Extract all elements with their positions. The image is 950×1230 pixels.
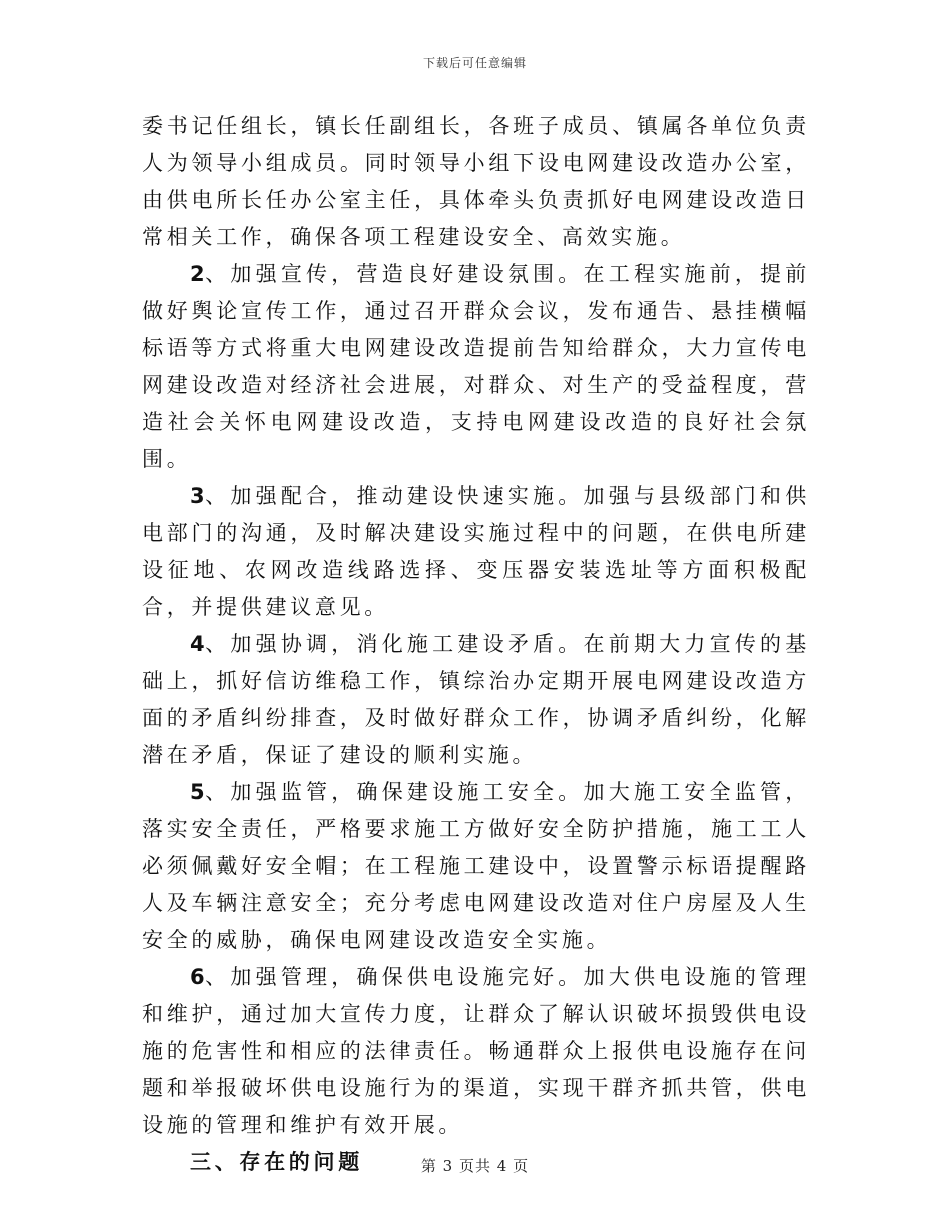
document-body [142, 108, 810, 1181]
paragraph-text: 、加强协调，消化施工建设矛盾。在前期大力宣传的基础上，抓好信访维稳工作，镇综治办定期开展电网建设改造方面的矛盾纠纷排查，及时做好群众工作，协调矛盾纠纷，化解潜在矛盾，保证了建设的顺利实施。 [142, 632, 810, 767]
paragraph-number: 5 [190, 780, 205, 804]
page-number: 第 3 页共 4 页 [420, 1157, 530, 1175]
paragraph-text: 、加强管理，确保供电设施完好。加大供电设施的管理和维护，通过加大宣传力度，让群众了解认识破坏损毁供电设施的危害性和相应的法律责任。畅通群众上报供电设施存在问题和举报破坏供电设施行为的渠道，实现干群齐抓共管，供电设施的管理和维护有效开展。 [142, 965, 810, 1137]
paragraph-number: 2 [190, 262, 205, 286]
paragraph-item-4 [142, 626, 810, 774]
paragraph-text: 委书记任组长，镇长任副组长，各班子成员、镇属各单位负责人为领导小组成员。同时领导小组下设电网建设改造办公室，由供电所长任办公室主任，具体牵头负责抓好电网建设改造日常相关工作，确保各项工程建设安全、高效实施。 [142, 114, 810, 249]
paragraph-number: 3 [190, 484, 205, 508]
paragraph-text: 、加强配合，推动建设快速实施。加强与县级部门和供电部门的沟通，及时解决建设实施过程中的问题，在供电所建设征地、农网改造线路选择、变压器安装选址等方面积极配合，并提供建议意见。 [142, 484, 810, 619]
header-note: 下载后可任意编辑 [422, 56, 527, 70]
section-heading: 三、存在的问题 [190, 1150, 363, 1174]
paragraph-number: 4 [190, 632, 205, 656]
paragraph-text: 、加强监管，确保建设施工安全。加大施工安全监管，落实安全责任，严格要求施工方做好安全防护措施，施工工人必须佩戴好安全帽；在工程施工建设中，设置警示标语提醒路人及车辆注意安全；充分考虑电网建设改造对住户房屋及人生安全的威胁，确保电网建设改造安全实施。 [142, 780, 810, 952]
paragraph-item-6 [142, 959, 810, 1144]
paragraph-item-3 [142, 478, 810, 626]
paragraph-number: 6 [190, 965, 205, 989]
paragraph-item-2 [142, 256, 810, 478]
paragraph-text: 、加强宣传，营造良好建设氛围。在工程实施前，提前做好舆论宣传工作，通过召开群众会议，发布通告、悬挂横幅标语等方式将重大电网建设改造提前告知给群众，大力宣传电网建设改造对经济社会进展，对群众、对生产的受益程度，营造社会关怀电网建设改造，支持电网建设改造的良好社会氛围。 [142, 262, 810, 471]
paragraph-continuation [142, 108, 810, 256]
paragraph-item-5 [142, 774, 810, 959]
